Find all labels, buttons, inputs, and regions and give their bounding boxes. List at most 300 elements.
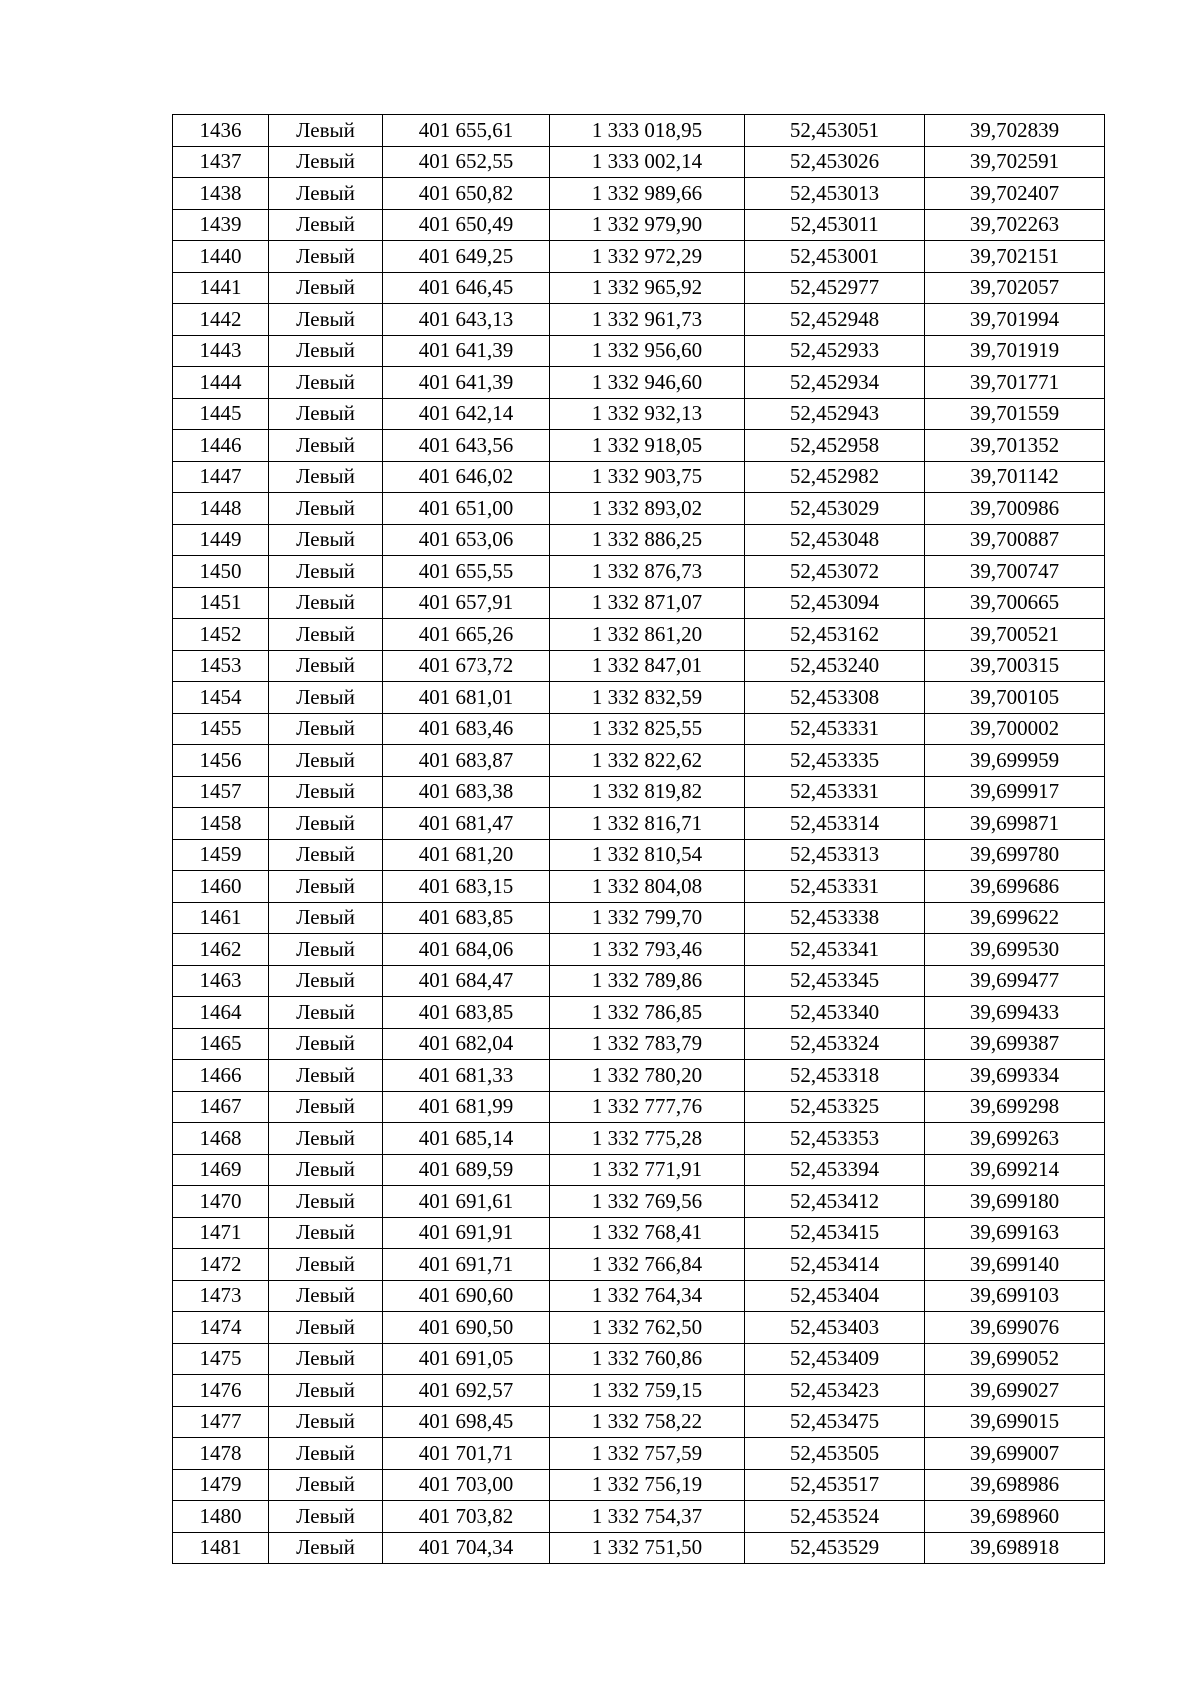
x-coordinate-cell: 401 689,59 [383, 1154, 550, 1186]
table-row [173, 1060, 1105, 1092]
point-number-cell: 1472 [173, 1249, 269, 1281]
table-row [173, 1406, 1105, 1438]
y-coordinate-cell: 1 332 783,79 [550, 1028, 745, 1060]
table-row [173, 1028, 1105, 1060]
longitude-cell: 39,700105 [925, 682, 1105, 714]
point-number-cell: 1457 [173, 776, 269, 808]
latitude-cell: 52,453313 [745, 839, 925, 871]
side-cell: Левый [269, 1154, 383, 1186]
point-number-cell: 1469 [173, 1154, 269, 1186]
coordinates-table-body [173, 115, 1105, 1564]
latitude-cell: 52,453314 [745, 808, 925, 840]
table-row [173, 1532, 1105, 1564]
y-coordinate-cell: 1 332 832,59 [550, 682, 745, 714]
y-coordinate-cell: 1 333 002,14 [550, 146, 745, 178]
table-row [173, 965, 1105, 997]
latitude-cell: 52,453162 [745, 619, 925, 651]
longitude-cell: 39,699433 [925, 997, 1105, 1029]
latitude-cell: 52,453524 [745, 1501, 925, 1533]
longitude-cell: 39,699334 [925, 1060, 1105, 1092]
side-cell: Левый [269, 619, 383, 651]
point-number-cell: 1473 [173, 1280, 269, 1312]
longitude-cell: 39,702263 [925, 209, 1105, 241]
longitude-cell: 39,700521 [925, 619, 1105, 651]
y-coordinate-cell: 1 332 768,41 [550, 1217, 745, 1249]
x-coordinate-cell: 401 685,14 [383, 1123, 550, 1155]
side-cell: Левый [269, 1343, 383, 1375]
latitude-cell: 52,453414 [745, 1249, 925, 1281]
latitude-cell: 52,453331 [745, 871, 925, 903]
longitude-cell: 39,698960 [925, 1501, 1105, 1533]
table-row [173, 1438, 1105, 1470]
y-coordinate-cell: 1 332 979,90 [550, 209, 745, 241]
point-number-cell: 1441 [173, 272, 269, 304]
point-number-cell: 1439 [173, 209, 269, 241]
table-row [173, 871, 1105, 903]
x-coordinate-cell: 401 643,13 [383, 304, 550, 336]
table-row [173, 146, 1105, 178]
latitude-cell: 52,452982 [745, 461, 925, 493]
table-row [173, 524, 1105, 556]
longitude-cell: 39,698986 [925, 1469, 1105, 1501]
point-number-cell: 1478 [173, 1438, 269, 1470]
point-number-cell: 1437 [173, 146, 269, 178]
y-coordinate-cell: 1 332 903,75 [550, 461, 745, 493]
latitude-cell: 52,453340 [745, 997, 925, 1029]
longitude-cell: 39,700665 [925, 587, 1105, 619]
x-coordinate-cell: 401 655,61 [383, 115, 550, 147]
y-coordinate-cell: 1 332 771,91 [550, 1154, 745, 1186]
latitude-cell: 52,453001 [745, 241, 925, 273]
table-row [173, 650, 1105, 682]
y-coordinate-cell: 1 332 972,29 [550, 241, 745, 273]
table-row [173, 367, 1105, 399]
side-cell: Левый [269, 367, 383, 399]
longitude-cell: 39,699214 [925, 1154, 1105, 1186]
point-number-cell: 1471 [173, 1217, 269, 1249]
x-coordinate-cell: 401 657,91 [383, 587, 550, 619]
side-cell: Левый [269, 745, 383, 777]
point-number-cell: 1476 [173, 1375, 269, 1407]
side-cell: Левый [269, 1469, 383, 1501]
longitude-cell: 39,699959 [925, 745, 1105, 777]
latitude-cell: 52,453505 [745, 1438, 925, 1470]
point-number-cell: 1448 [173, 493, 269, 525]
point-number-cell: 1458 [173, 808, 269, 840]
point-number-cell: 1453 [173, 650, 269, 682]
point-number-cell: 1444 [173, 367, 269, 399]
point-number-cell: 1462 [173, 934, 269, 966]
longitude-cell: 39,701352 [925, 430, 1105, 462]
y-coordinate-cell: 1 332 822,62 [550, 745, 745, 777]
longitude-cell: 39,700747 [925, 556, 1105, 588]
table-row [173, 1186, 1105, 1218]
longitude-cell: 39,699298 [925, 1091, 1105, 1123]
x-coordinate-cell: 401 642,14 [383, 398, 550, 430]
y-coordinate-cell: 1 332 775,28 [550, 1123, 745, 1155]
y-coordinate-cell: 1 332 769,56 [550, 1186, 745, 1218]
y-coordinate-cell: 1 333 018,95 [550, 115, 745, 147]
longitude-cell: 39,699180 [925, 1186, 1105, 1218]
y-coordinate-cell: 1 332 871,07 [550, 587, 745, 619]
table-row [173, 776, 1105, 808]
point-number-cell: 1460 [173, 871, 269, 903]
coordinates-table [172, 114, 1105, 1564]
table-row [173, 1249, 1105, 1281]
longitude-cell: 39,699140 [925, 1249, 1105, 1281]
y-coordinate-cell: 1 332 764,34 [550, 1280, 745, 1312]
side-cell: Левый [269, 1532, 383, 1564]
y-coordinate-cell: 1 332 886,25 [550, 524, 745, 556]
y-coordinate-cell: 1 332 756,19 [550, 1469, 745, 1501]
latitude-cell: 52,452943 [745, 398, 925, 430]
table-row [173, 713, 1105, 745]
latitude-cell: 52,453308 [745, 682, 925, 714]
x-coordinate-cell: 401 651,00 [383, 493, 550, 525]
x-coordinate-cell: 401 691,61 [383, 1186, 550, 1218]
point-number-cell: 1436 [173, 115, 269, 147]
longitude-cell: 39,701142 [925, 461, 1105, 493]
point-number-cell: 1467 [173, 1091, 269, 1123]
table-row [173, 1217, 1105, 1249]
latitude-cell: 52,453423 [745, 1375, 925, 1407]
y-coordinate-cell: 1 332 918,05 [550, 430, 745, 462]
x-coordinate-cell: 401 646,45 [383, 272, 550, 304]
x-coordinate-cell: 401 703,82 [383, 1501, 550, 1533]
table-row [173, 1312, 1105, 1344]
y-coordinate-cell: 1 332 847,01 [550, 650, 745, 682]
side-cell: Левый [269, 556, 383, 588]
table-row [173, 619, 1105, 651]
table-row [173, 430, 1105, 462]
longitude-cell: 39,701919 [925, 335, 1105, 367]
y-coordinate-cell: 1 332 766,84 [550, 1249, 745, 1281]
point-number-cell: 1461 [173, 902, 269, 934]
x-coordinate-cell: 401 703,00 [383, 1469, 550, 1501]
x-coordinate-cell: 401 682,04 [383, 1028, 550, 1060]
longitude-cell: 39,699622 [925, 902, 1105, 934]
y-coordinate-cell: 1 332 956,60 [550, 335, 745, 367]
longitude-cell: 39,699263 [925, 1123, 1105, 1155]
table-row [173, 178, 1105, 210]
table-row [173, 1091, 1105, 1123]
point-number-cell: 1446 [173, 430, 269, 462]
longitude-cell: 39,700887 [925, 524, 1105, 556]
side-cell: Левый [269, 241, 383, 273]
table-row [173, 1501, 1105, 1533]
table-row [173, 272, 1105, 304]
side-cell: Левый [269, 493, 383, 525]
longitude-cell: 39,700315 [925, 650, 1105, 682]
side-cell: Левый [269, 1060, 383, 1092]
table-row [173, 493, 1105, 525]
latitude-cell: 52,452933 [745, 335, 925, 367]
table-row [173, 745, 1105, 777]
latitude-cell: 52,453403 [745, 1312, 925, 1344]
y-coordinate-cell: 1 332 804,08 [550, 871, 745, 903]
table-row [173, 209, 1105, 241]
latitude-cell: 52,453412 [745, 1186, 925, 1218]
point-number-cell: 1466 [173, 1060, 269, 1092]
point-number-cell: 1455 [173, 713, 269, 745]
latitude-cell: 52,453013 [745, 178, 925, 210]
latitude-cell: 52,453094 [745, 587, 925, 619]
x-coordinate-cell: 401 681,99 [383, 1091, 550, 1123]
x-coordinate-cell: 401 683,38 [383, 776, 550, 808]
y-coordinate-cell: 1 332 961,73 [550, 304, 745, 336]
latitude-cell: 52,453404 [745, 1280, 925, 1312]
x-coordinate-cell: 401 691,71 [383, 1249, 550, 1281]
y-coordinate-cell: 1 332 758,22 [550, 1406, 745, 1438]
table-row [173, 839, 1105, 871]
longitude-cell: 39,700002 [925, 713, 1105, 745]
longitude-cell: 39,699686 [925, 871, 1105, 903]
y-coordinate-cell: 1 332 816,71 [550, 808, 745, 840]
y-coordinate-cell: 1 332 762,50 [550, 1312, 745, 1344]
latitude-cell: 52,453341 [745, 934, 925, 966]
table-row [173, 1469, 1105, 1501]
side-cell: Левый [269, 839, 383, 871]
y-coordinate-cell: 1 332 861,20 [550, 619, 745, 651]
x-coordinate-cell: 401 683,85 [383, 997, 550, 1029]
point-number-cell: 1464 [173, 997, 269, 1029]
x-coordinate-cell: 401 701,71 [383, 1438, 550, 1470]
latitude-cell: 52,453415 [745, 1217, 925, 1249]
point-number-cell: 1450 [173, 556, 269, 588]
x-coordinate-cell: 401 690,60 [383, 1280, 550, 1312]
x-coordinate-cell: 401 649,25 [383, 241, 550, 273]
point-number-cell: 1445 [173, 398, 269, 430]
side-cell: Левый [269, 1028, 383, 1060]
longitude-cell: 39,701559 [925, 398, 1105, 430]
side-cell: Левый [269, 871, 383, 903]
x-coordinate-cell: 401 655,55 [383, 556, 550, 588]
point-number-cell: 1456 [173, 745, 269, 777]
y-coordinate-cell: 1 332 759,15 [550, 1375, 745, 1407]
table-row [173, 682, 1105, 714]
point-number-cell: 1468 [173, 1123, 269, 1155]
table-row [173, 335, 1105, 367]
x-coordinate-cell: 401 681,33 [383, 1060, 550, 1092]
side-cell: Левый [269, 1312, 383, 1344]
longitude-cell: 39,699007 [925, 1438, 1105, 1470]
x-coordinate-cell: 401 698,45 [383, 1406, 550, 1438]
x-coordinate-cell: 401 704,34 [383, 1532, 550, 1564]
table-row [173, 556, 1105, 588]
latitude-cell: 52,453529 [745, 1532, 925, 1564]
longitude-cell: 39,699015 [925, 1406, 1105, 1438]
latitude-cell: 52,453325 [745, 1091, 925, 1123]
latitude-cell: 52,453353 [745, 1123, 925, 1155]
y-coordinate-cell: 1 332 989,66 [550, 178, 745, 210]
latitude-cell: 52,452948 [745, 304, 925, 336]
point-number-cell: 1454 [173, 682, 269, 714]
longitude-cell: 39,698918 [925, 1532, 1105, 1564]
point-number-cell: 1465 [173, 1028, 269, 1060]
x-coordinate-cell: 401 641,39 [383, 367, 550, 399]
latitude-cell: 52,453026 [745, 146, 925, 178]
latitude-cell: 52,453394 [745, 1154, 925, 1186]
x-coordinate-cell: 401 650,49 [383, 209, 550, 241]
side-cell: Левый [269, 902, 383, 934]
side-cell: Левый [269, 650, 383, 682]
y-coordinate-cell: 1 332 751,50 [550, 1532, 745, 1564]
latitude-cell: 52,453517 [745, 1469, 925, 1501]
point-number-cell: 1442 [173, 304, 269, 336]
table-row [173, 587, 1105, 619]
longitude-cell: 39,702407 [925, 178, 1105, 210]
latitude-cell: 52,453409 [745, 1343, 925, 1375]
x-coordinate-cell: 401 653,06 [383, 524, 550, 556]
y-coordinate-cell: 1 332 780,20 [550, 1060, 745, 1092]
x-coordinate-cell: 401 691,05 [383, 1343, 550, 1375]
latitude-cell: 52,453324 [745, 1028, 925, 1060]
latitude-cell: 52,452934 [745, 367, 925, 399]
longitude-cell: 39,699163 [925, 1217, 1105, 1249]
side-cell: Левый [269, 115, 383, 147]
side-cell: Левый [269, 524, 383, 556]
point-number-cell: 1479 [173, 1469, 269, 1501]
x-coordinate-cell: 401 652,55 [383, 146, 550, 178]
side-cell: Левый [269, 1217, 383, 1249]
table-row [173, 997, 1105, 1029]
latitude-cell: 52,453011 [745, 209, 925, 241]
y-coordinate-cell: 1 332 810,54 [550, 839, 745, 871]
longitude-cell: 39,699027 [925, 1375, 1105, 1407]
y-coordinate-cell: 1 332 825,55 [550, 713, 745, 745]
side-cell: Левый [269, 997, 383, 1029]
x-coordinate-cell: 401 683,85 [383, 902, 550, 934]
point-number-cell: 1459 [173, 839, 269, 871]
y-coordinate-cell: 1 332 789,86 [550, 965, 745, 997]
x-coordinate-cell: 401 673,72 [383, 650, 550, 682]
y-coordinate-cell: 1 332 876,73 [550, 556, 745, 588]
longitude-cell: 39,700986 [925, 493, 1105, 525]
x-coordinate-cell: 401 683,87 [383, 745, 550, 777]
latitude-cell: 52,453048 [745, 524, 925, 556]
y-coordinate-cell: 1 332 757,59 [550, 1438, 745, 1470]
table-row [173, 934, 1105, 966]
longitude-cell: 39,699052 [925, 1343, 1105, 1375]
longitude-cell: 39,699076 [925, 1312, 1105, 1344]
y-coordinate-cell: 1 332 799,70 [550, 902, 745, 934]
latitude-cell: 52,453335 [745, 745, 925, 777]
point-number-cell: 1449 [173, 524, 269, 556]
longitude-cell: 39,701994 [925, 304, 1105, 336]
longitude-cell: 39,699917 [925, 776, 1105, 808]
longitude-cell: 39,702839 [925, 115, 1105, 147]
side-cell: Левый [269, 335, 383, 367]
side-cell: Левый [269, 430, 383, 462]
x-coordinate-cell: 401 691,91 [383, 1217, 550, 1249]
x-coordinate-cell: 401 692,57 [383, 1375, 550, 1407]
point-number-cell: 1447 [173, 461, 269, 493]
point-number-cell: 1443 [173, 335, 269, 367]
longitude-cell: 39,702591 [925, 146, 1105, 178]
point-number-cell: 1440 [173, 241, 269, 273]
point-number-cell: 1477 [173, 1406, 269, 1438]
side-cell: Левый [269, 713, 383, 745]
x-coordinate-cell: 401 690,50 [383, 1312, 550, 1344]
longitude-cell: 39,699530 [925, 934, 1105, 966]
side-cell: Левый [269, 1406, 383, 1438]
side-cell: Левый [269, 1280, 383, 1312]
latitude-cell: 52,452958 [745, 430, 925, 462]
side-cell: Левый [269, 1438, 383, 1470]
x-coordinate-cell: 401 650,82 [383, 178, 550, 210]
y-coordinate-cell: 1 332 786,85 [550, 997, 745, 1029]
table-row [173, 461, 1105, 493]
latitude-cell: 52,453318 [745, 1060, 925, 1092]
x-coordinate-cell: 401 646,02 [383, 461, 550, 493]
longitude-cell: 39,699387 [925, 1028, 1105, 1060]
side-cell: Левый [269, 934, 383, 966]
latitude-cell: 52,453051 [745, 115, 925, 147]
longitude-cell: 39,699871 [925, 808, 1105, 840]
side-cell: Левый [269, 587, 383, 619]
side-cell: Левый [269, 1249, 383, 1281]
side-cell: Левый [269, 1501, 383, 1533]
side-cell: Левый [269, 1123, 383, 1155]
y-coordinate-cell: 1 332 946,60 [550, 367, 745, 399]
table-row [173, 1123, 1105, 1155]
side-cell: Левый [269, 461, 383, 493]
side-cell: Левый [269, 776, 383, 808]
side-cell: Левый [269, 682, 383, 714]
latitude-cell: 52,453072 [745, 556, 925, 588]
table-row [173, 1343, 1105, 1375]
side-cell: Левый [269, 178, 383, 210]
longitude-cell: 39,699780 [925, 839, 1105, 871]
y-coordinate-cell: 1 332 793,46 [550, 934, 745, 966]
side-cell: Левый [269, 304, 383, 336]
table-row [173, 398, 1105, 430]
longitude-cell: 39,699477 [925, 965, 1105, 997]
side-cell: Левый [269, 146, 383, 178]
table-row [173, 1375, 1105, 1407]
x-coordinate-cell: 401 683,15 [383, 871, 550, 903]
latitude-cell: 52,453029 [745, 493, 925, 525]
table-row [173, 1154, 1105, 1186]
latitude-cell: 52,453331 [745, 776, 925, 808]
point-number-cell: 1438 [173, 178, 269, 210]
table-row [173, 902, 1105, 934]
latitude-cell: 52,453240 [745, 650, 925, 682]
side-cell: Левый [269, 272, 383, 304]
latitude-cell: 52,453475 [745, 1406, 925, 1438]
x-coordinate-cell: 401 643,56 [383, 430, 550, 462]
latitude-cell: 52,453338 [745, 902, 925, 934]
longitude-cell: 39,699103 [925, 1280, 1105, 1312]
latitude-cell: 52,453345 [745, 965, 925, 997]
side-cell: Левый [269, 209, 383, 241]
point-number-cell: 1463 [173, 965, 269, 997]
side-cell: Левый [269, 808, 383, 840]
longitude-cell: 39,702057 [925, 272, 1105, 304]
y-coordinate-cell: 1 332 777,76 [550, 1091, 745, 1123]
x-coordinate-cell: 401 684,06 [383, 934, 550, 966]
table-row [173, 241, 1105, 273]
x-coordinate-cell: 401 641,39 [383, 335, 550, 367]
x-coordinate-cell: 401 681,47 [383, 808, 550, 840]
point-number-cell: 1480 [173, 1501, 269, 1533]
y-coordinate-cell: 1 332 893,02 [550, 493, 745, 525]
side-cell: Левый [269, 1186, 383, 1218]
table-row [173, 808, 1105, 840]
point-number-cell: 1451 [173, 587, 269, 619]
x-coordinate-cell: 401 665,26 [383, 619, 550, 651]
y-coordinate-cell: 1 332 965,92 [550, 272, 745, 304]
